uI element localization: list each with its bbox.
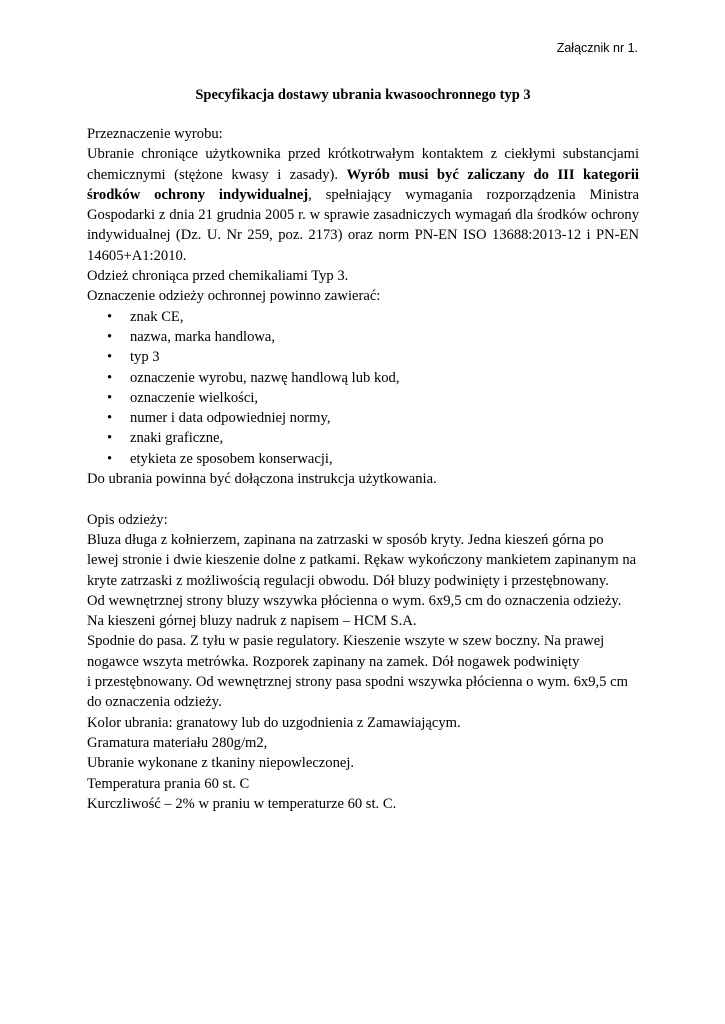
purpose-line-2-normal: chemicznymi (stężone kwasy i zasady). <box>87 166 339 183</box>
description-line: Kurczliwość – 2% w praniu w temperaturze 60 st. C. <box>87 795 397 812</box>
marking-list <box>87 307 639 469</box>
description-line: Kolor ubrania: granatowy lub do uzgodnienia z Zamawiającym. <box>87 714 461 731</box>
description-line: Ubranie wykonane z tkaniny niepowleczonej. <box>87 755 355 772</box>
list-item-text: etykieta ze sposobem konserwacji, <box>130 450 333 467</box>
description-line: Gramatura materiału 280g/m2, <box>87 734 268 751</box>
purpose-line-6: 14605+A1:2010. <box>87 247 187 264</box>
bullet-icon: • <box>107 410 113 427</box>
list-item <box>87 307 639 327</box>
list-item <box>87 408 639 428</box>
purpose-line-2-bold: Wyrób musi być zaliczany do III kategorii <box>346 166 639 183</box>
list-item-text: oznaczenie wyrobu, nazwę handlową lub kod, <box>130 369 400 386</box>
document-body <box>87 124 639 814</box>
bullet-icon: • <box>107 349 113 366</box>
protection-type-line: Odzież chroniąca przed chemikaliami Typ 3. <box>87 268 349 285</box>
description-line: do oznaczenia odzieży. <box>87 694 222 711</box>
description-line: Bluza długa z kołnierzem, zapinana na zatrzaski w sposób kryty. Jedna kieszeń górna po <box>87 531 604 548</box>
purpose-line-1: Ubranie chroniące użytkownika przed krótkotrwałym kontaktem z ciekłymi substancjami <box>87 146 639 163</box>
purpose-line-2 <box>87 165 639 185</box>
bullet-icon: • <box>107 328 113 345</box>
list-item <box>87 347 639 367</box>
list-item-text: znak CE, <box>130 308 184 325</box>
description-line: i przestębnowany. Od wewnętrznej strony pasa spodni wszywka płócienna o wym. 6x9,5 cm <box>87 674 628 691</box>
paragraph-gap <box>87 489 639 509</box>
description-line: lewej stronie i dwie kieszenie dolne z patkami. Rękaw wykończony mankietem zapinanym na <box>87 552 637 569</box>
description-line: kryte zatrzaski z możliwością regulacji obwodu. Dół bluzy podwinięty i przestębnowany. <box>87 572 609 589</box>
description-line: nogawce wszyta metrówka. Rozporek zapinany na zamek. Dół nogawek podwinięty <box>87 653 580 670</box>
marking-heading: Oznaczenie odzieży ochronnej powinno zawierać: <box>87 288 381 305</box>
purpose-line-5: indywidualnej (Dz. U. Nr 259, poz. 2173) oraz norm PN-EN ISO 13688:2013-12 i PN-EN <box>87 227 639 244</box>
description-line: Spodnie do pasa. Z tyłu w pasie regulatory. Kieszenie wszyte w szew boczny. Na prawej <box>87 633 605 650</box>
list-item-text: oznaczenie wielkości, <box>130 389 259 406</box>
list-item-text: typ 3 <box>130 349 160 366</box>
description-line: Temperatura prania 60 st. C <box>87 775 250 792</box>
bullet-icon: • <box>107 450 113 467</box>
instructions-line: Do ubrania powinna być dołączona instrukcja użytkowania. <box>87 471 437 488</box>
purpose-line-3-normal: , spełniający wymagania rozporządzenia Ministra <box>308 186 640 203</box>
list-item <box>87 327 639 347</box>
list-item-text: nazwa, marka handlowa, <box>130 328 276 345</box>
purpose-line-4: Gospodarki z dnia 21 grudnia 2005 r. w sprawie zasadniczych wymagań dla środków ochrony <box>87 207 639 224</box>
bullet-icon: • <box>107 389 113 406</box>
description-heading: Opis odzieży: <box>87 511 168 528</box>
description-line: Od wewnętrznej strony bluzy wszywka płócienna o wym. 6x9,5 cm do oznaczenia odzieży. <box>87 592 622 609</box>
purpose-line-3-bold: środków ochrony indywidualnej <box>87 186 309 203</box>
purpose-line-3 <box>87 185 639 205</box>
list-item <box>87 428 639 448</box>
purpose-heading: Przeznaczenie wyrobu: <box>87 126 223 142</box>
list-item <box>87 449 639 469</box>
bullet-icon: • <box>107 308 113 325</box>
bullet-icon: • <box>107 369 113 386</box>
list-item-text: znaki graficzne, <box>130 430 224 447</box>
attachment-label: Załącznik nr 1. <box>556 41 638 55</box>
bullet-icon: • <box>107 430 113 447</box>
list-item <box>87 368 639 388</box>
document-title: Specyfikacja dostawy ubrania kwasoochronnego typ 3 <box>195 87 531 103</box>
list-item-text: numer i data odpowiedniej normy, <box>130 410 331 427</box>
list-item <box>87 388 639 408</box>
description-line: Na kieszeni górnej bluzy nadruk z napisem – HCM S.A. <box>87 613 417 630</box>
